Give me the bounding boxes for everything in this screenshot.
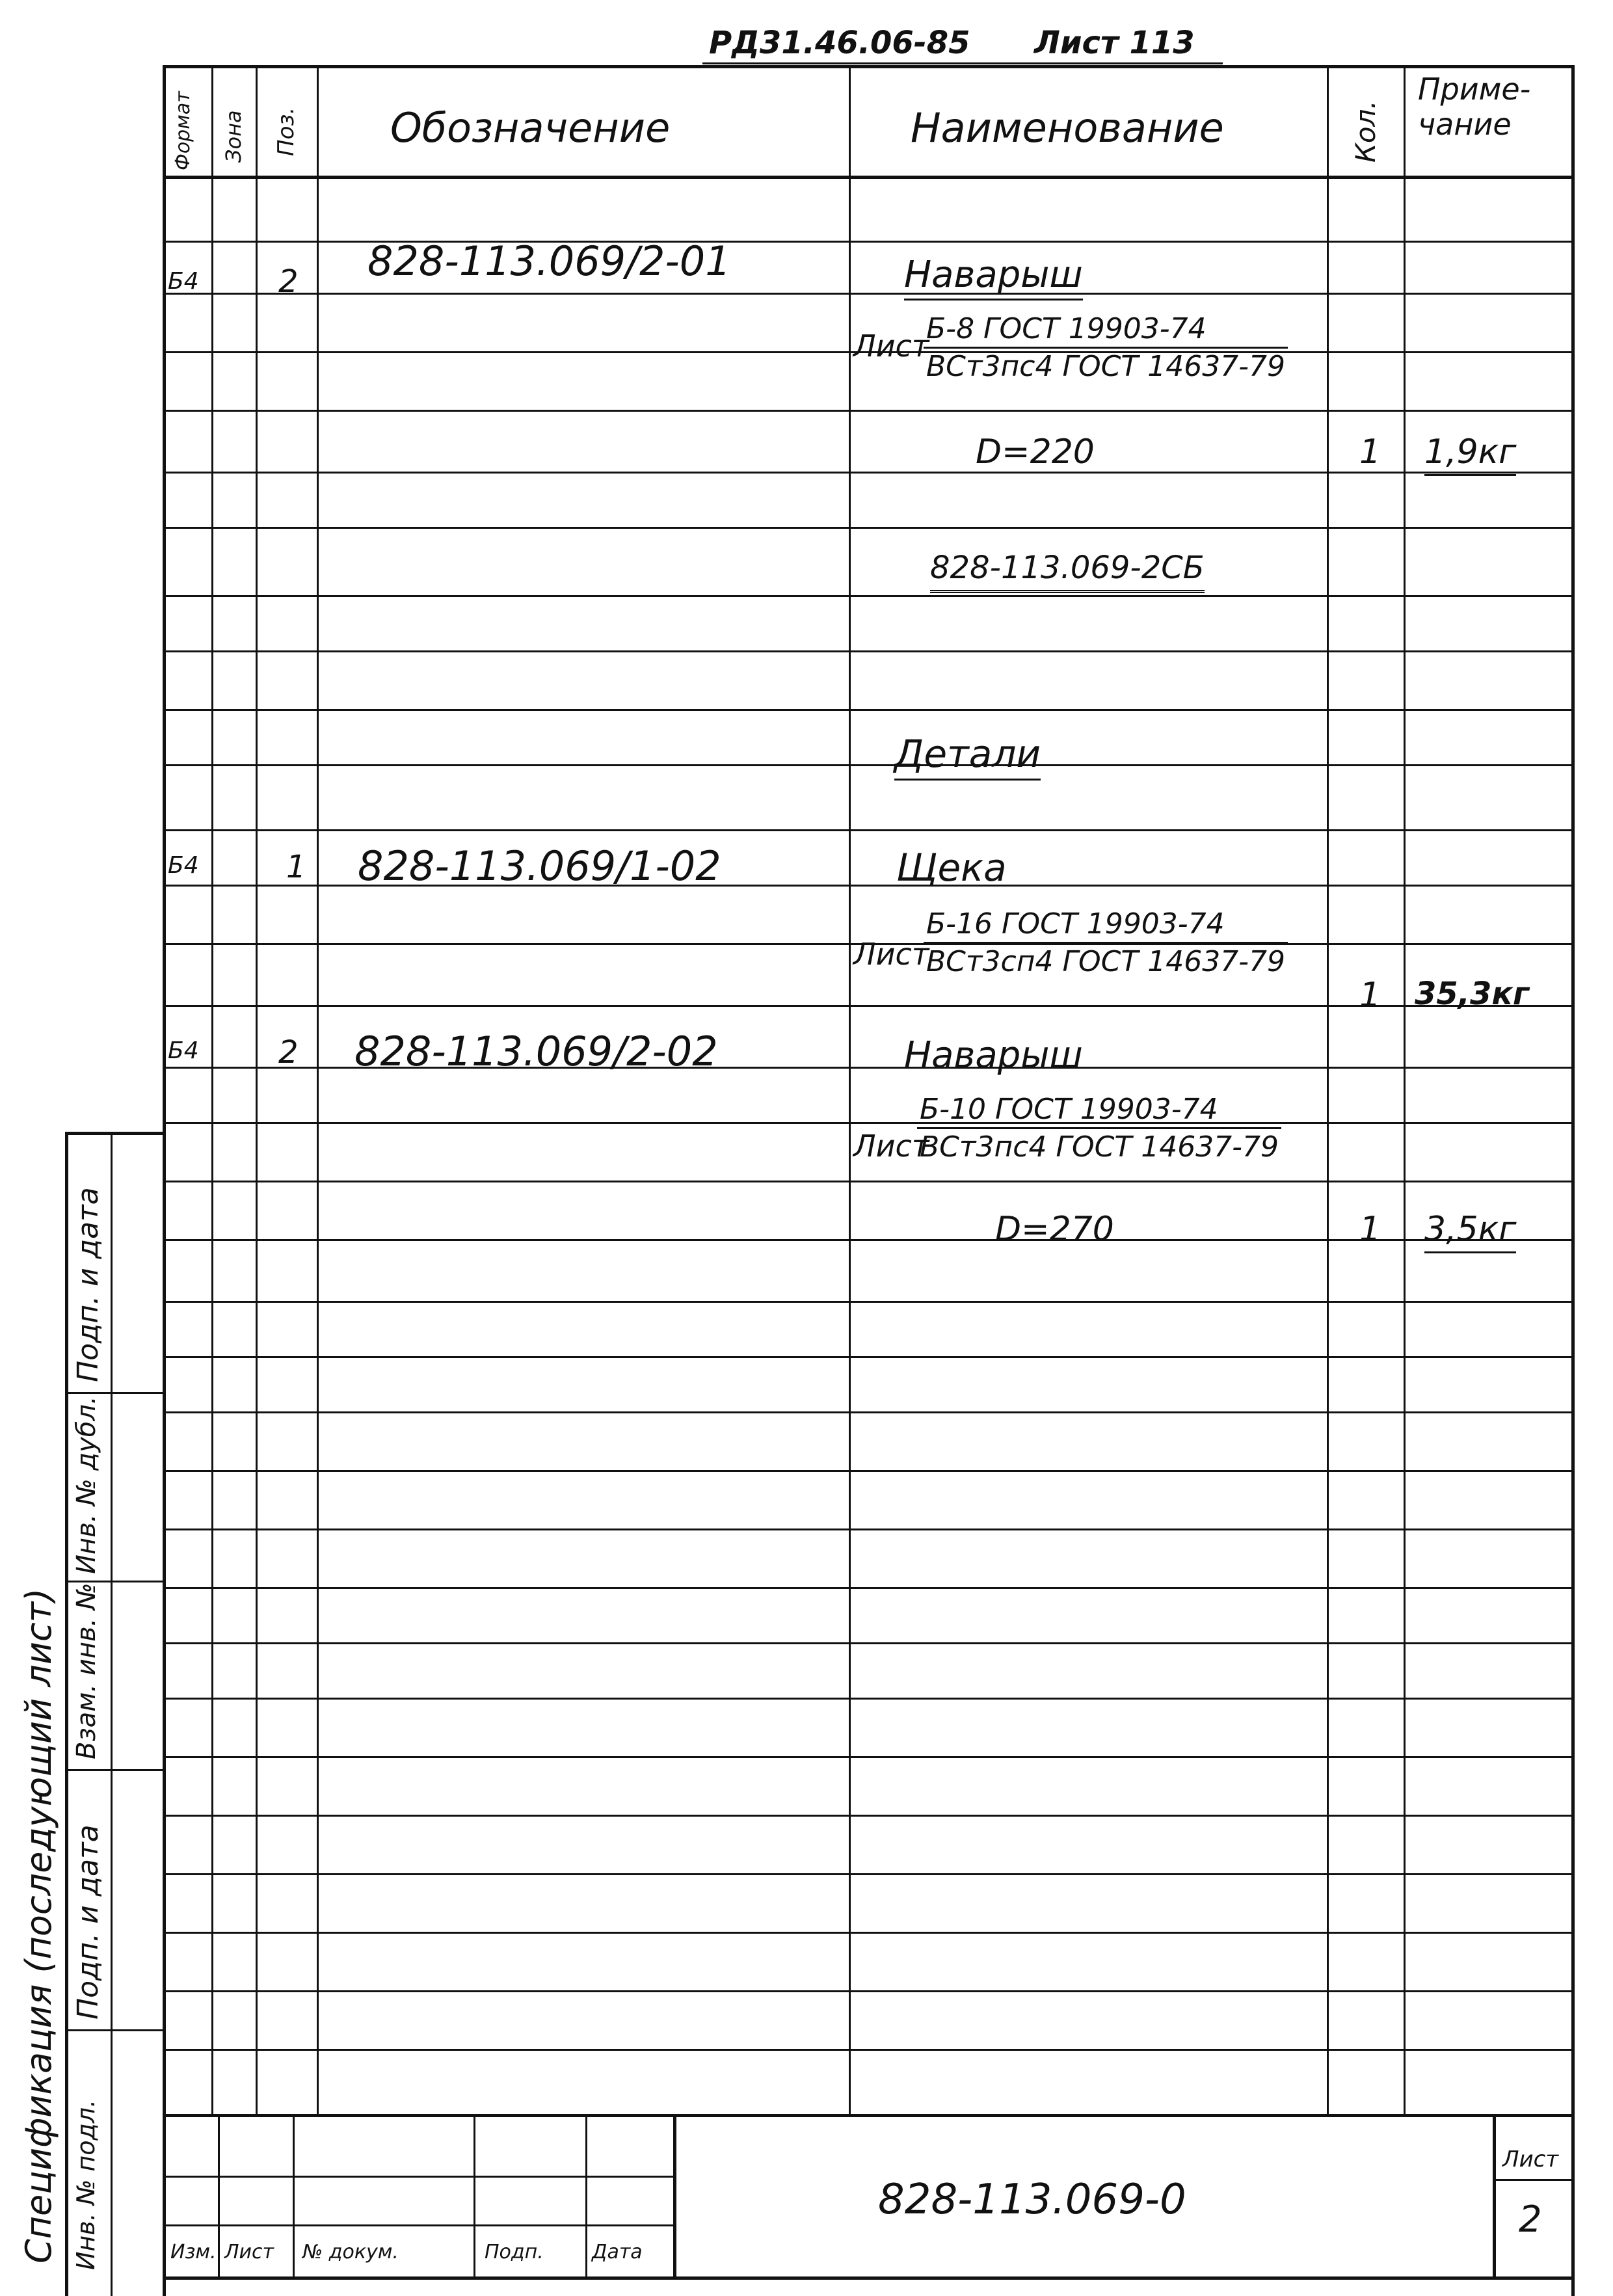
header-designation: Обозначение xyxy=(390,104,671,152)
row-line xyxy=(163,1642,1574,1644)
row-line xyxy=(163,1122,1574,1124)
side-inv-podl: Инв. № подл. xyxy=(72,2099,100,2270)
row-line xyxy=(163,1815,1574,1817)
side-frame-outer xyxy=(65,1132,68,2296)
row-line xyxy=(163,1181,1574,1182)
tb-col-5 xyxy=(673,2114,676,2276)
header-zone: Зона xyxy=(221,110,246,163)
tb-list-label: Лист xyxy=(224,2241,274,2263)
row-line xyxy=(163,472,1574,474)
tb-col-2 xyxy=(293,2114,295,2276)
row9-material-top: Б-10 ГОСТ 19903-74 xyxy=(917,1093,1281,1129)
col-line-3 xyxy=(317,65,319,2114)
tb-col-3 xyxy=(473,2114,475,2276)
col-line-6 xyxy=(1404,65,1406,2114)
row7-note: 35,3кг xyxy=(1415,976,1530,1012)
top-underline xyxy=(702,62,1223,64)
row8-format: Б4 xyxy=(168,1037,199,1064)
row-line xyxy=(163,709,1574,711)
row3-qty: 1 xyxy=(1359,433,1381,472)
row6-designation: 828-113.069/1-02 xyxy=(358,842,721,890)
tb-col-6 xyxy=(1493,2114,1496,2276)
top-doc-code: РД31.46.06-85 xyxy=(709,25,970,61)
row-line xyxy=(163,1356,1574,1358)
row-line xyxy=(163,1990,1574,1992)
row-line xyxy=(163,650,1574,652)
side-inv-dubl: Инв. № дубл. xyxy=(72,1396,101,1574)
row8-name: Наварыш xyxy=(904,1034,1083,1076)
row-line xyxy=(163,1301,1574,1303)
row4-name: 828-113.069-2СБ xyxy=(930,550,1205,593)
row6-name: Щека xyxy=(896,846,1007,890)
row9-material-bottom: ВСт3пс4 ГОСТ 14637-79 xyxy=(920,1130,1279,1164)
row8-designation: 828-113.069/2-02 xyxy=(354,1028,718,1075)
row-line xyxy=(163,1698,1574,1700)
col-line-2 xyxy=(256,65,258,2114)
row-line xyxy=(163,2049,1574,2051)
title-block-mid-2 xyxy=(163,2224,673,2226)
side-frame-inner xyxy=(111,1132,113,2296)
row2-material-fraction xyxy=(924,312,1288,383)
row6-pos: 1 xyxy=(286,849,306,885)
row3-name: D=220 xyxy=(976,433,1095,472)
side-spec-title: Спецификация (последующий лист) xyxy=(18,1588,59,2263)
tb-col-1 xyxy=(218,2114,220,2276)
row-line xyxy=(163,410,1574,412)
header-pos: Поз. xyxy=(273,107,299,156)
row7-qty: 1 xyxy=(1359,976,1381,1015)
row10-note: 3,5кг xyxy=(1424,1210,1516,1253)
row1-name: Наварыш xyxy=(904,254,1083,300)
row7-material-bottom: ВСт3сп4 ГОСТ 14637-79 xyxy=(926,945,1286,978)
row-line xyxy=(163,1528,1574,1530)
tb-sheet-no: 2 xyxy=(1519,2198,1542,2241)
tb-sheet-split xyxy=(1493,2179,1574,2181)
row-line xyxy=(163,1932,1574,1934)
row9-material-prefix: Лист xyxy=(853,1128,929,1164)
side-podp-data-top: Подп. и дата xyxy=(72,1187,105,1382)
col-line-4 xyxy=(849,65,851,2114)
row7-material-fraction xyxy=(924,907,1288,978)
header-bottom xyxy=(163,176,1574,179)
row8-pos: 2 xyxy=(278,1034,299,1071)
tb-podp-label: Подп. xyxy=(485,2241,544,2263)
header-format: Формат xyxy=(172,91,194,170)
row6-format: Б4 xyxy=(168,852,199,879)
top-sheet-label: Лист 113 xyxy=(1034,25,1195,61)
header-name: Наименование xyxy=(911,104,1224,152)
title-block-bottom xyxy=(163,2276,1574,2280)
row-line xyxy=(163,1587,1574,1589)
row1-pos: 2 xyxy=(278,263,299,300)
row1-designation: 828-113.069/2-01 xyxy=(367,237,731,285)
header-qty: Кол. xyxy=(1350,100,1381,163)
row2-material-top: Б-8 ГОСТ 19903-74 xyxy=(924,312,1288,349)
tb-izm-label: Изм. xyxy=(170,2241,217,2263)
row-line xyxy=(163,1873,1574,1875)
row2-material-bottom: ВСт3пс4 ГОСТ 14637-79 xyxy=(926,350,1286,383)
row2-material-prefix: Лист xyxy=(853,328,929,364)
row7-material-prefix: Лист xyxy=(853,937,929,972)
side-div-4 xyxy=(65,2029,163,2031)
row-line xyxy=(163,829,1574,831)
tb-data-label: Дата xyxy=(592,2241,643,2263)
tb-col-4 xyxy=(585,2114,587,2276)
row1-format: Б4 xyxy=(168,268,199,295)
title-block-mid-1 xyxy=(163,2176,673,2178)
header-note: Приме- чание xyxy=(1418,72,1531,142)
side-div-3 xyxy=(65,1769,163,1771)
title-block-top xyxy=(163,2114,1574,2117)
side-frame-top xyxy=(65,1132,163,1135)
side-div-1 xyxy=(65,1392,163,1394)
row-line xyxy=(163,1411,1574,1413)
tb-doc-no-label: № докум. xyxy=(302,2241,399,2263)
row9-material-fraction xyxy=(917,1093,1281,1164)
tb-doc-code: 828-113.069-0 xyxy=(878,2176,1186,2224)
row-line xyxy=(163,1756,1574,1758)
row10-qty: 1 xyxy=(1359,1210,1381,1249)
frame-top xyxy=(163,65,1574,68)
row-line xyxy=(163,527,1574,529)
side-podp-data-bottom: Подп. и дата xyxy=(72,1824,105,2020)
row10-name: D=270 xyxy=(995,1210,1114,1249)
col-line-1 xyxy=(211,65,213,2114)
row-line xyxy=(163,1470,1574,1472)
row-line xyxy=(163,764,1574,766)
row7-material-top: Б-16 ГОСТ 19903-74 xyxy=(924,907,1288,944)
row-line xyxy=(163,293,1574,295)
row-line xyxy=(163,595,1574,597)
row5-name: Детали xyxy=(894,732,1041,781)
row3-note: 1,9кг xyxy=(1424,433,1516,476)
side-vzam-inv: Взам. инв. № xyxy=(72,1582,101,1759)
tb-sheet-label: Лист xyxy=(1502,2146,1559,2172)
col-line-5 xyxy=(1327,65,1329,2114)
